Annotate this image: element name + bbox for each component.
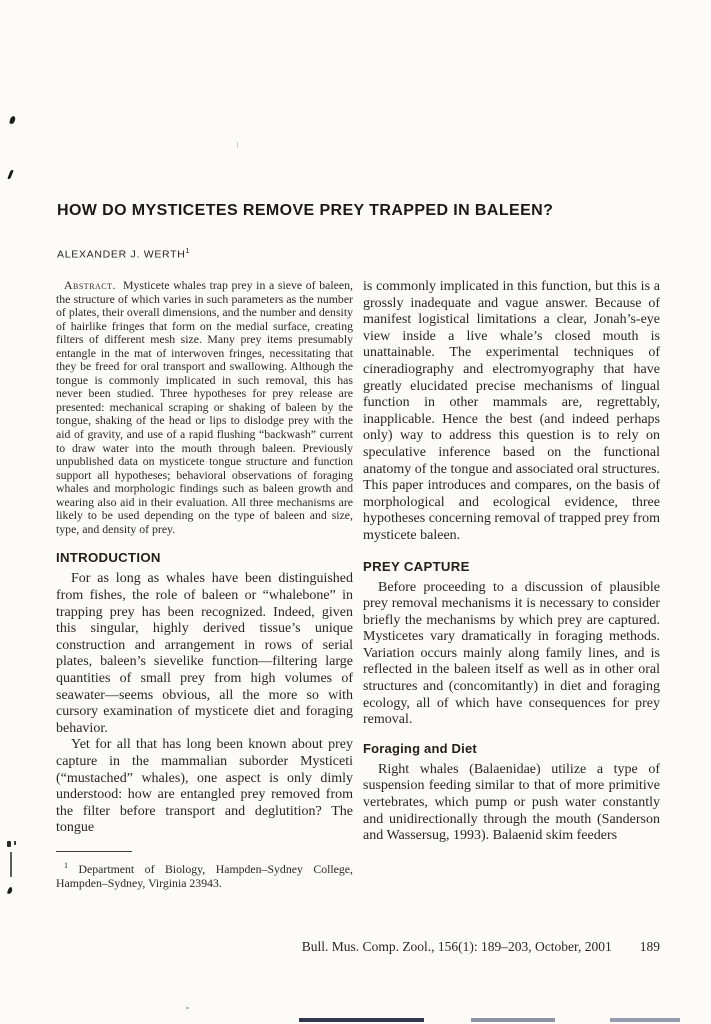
author-affiliation-mark: 1 bbox=[185, 248, 191, 255]
right-column bbox=[363, 279, 660, 890]
page-footer bbox=[56, 939, 660, 955]
journal-citation: Bull. Mus. Comp. Zool., 156(1): 189–203, October, 2001 bbox=[301, 939, 612, 954]
author-name bbox=[57, 248, 190, 261]
scan-edge-bar bbox=[610, 1018, 680, 1022]
scan-artifact-mark bbox=[7, 170, 14, 179]
continuation-paragraph: is commonly implicated in this function, but this is a grossly inadequate and vague answer. Because of manifest logistical limitations a clear, Jonah’s-eye view inside a live whale’s closed mouth is unattainable. The experimental techniques of cineradiography and electromyography that have greatly elucidated precise mechanisms of lingual function in other mammals are, regrettably, inapplicable. Hence the best (and indeed perhaps only) way to address this question is to rely on speculative inference based on the functional anatomy of the tongue and associated oral structures. This paper introduces and compares, on the basis of morphological and ecological evidence, three hypotheses concerning removal of trapped prey from mysticete baleen. bbox=[363, 279, 661, 543]
scan-edge-bar bbox=[471, 1018, 555, 1022]
author-name-text: ALEXANDER J. WERTH bbox=[57, 248, 186, 261]
left-column bbox=[56, 279, 353, 890]
introduction-heading: INTRODUCTION bbox=[56, 550, 161, 566]
page-number: 189 bbox=[639, 939, 660, 954]
prey-capture-heading: PREY CAPTURE bbox=[363, 558, 470, 574]
footnote-mark: 1 bbox=[64, 860, 68, 870]
prey-capture-paragraph: Before proceeding to a discussion of plausible prey removal mechanisms it is necessary to consider briefly the mechanisms by which prey are captured. Mysticetes vary dramatically in foraging methods. Variation occurs mainly along family lines, and is reflected in the baleen itself as well as in other oral structures and (concomitantly) in diet and foraging ecology, all of which have consequences for prey removal. bbox=[363, 579, 660, 728]
scan-artifact-mark bbox=[14, 841, 16, 845]
abstract-text: Mysticete whales trap prey in a sieve of baleen, the structure of which varies in such parameters as the number of plates, their overall dimensions, and the number and density of hairlike fringes that form on the medial surface, creating filters of different mesh size. Many prey items presumably entangle in the mat of interwoven fringes, necessitating that they be freed for oral transport and swallowing. Although the tongue is commonly implicated in such removal, this has never been studied. Three hypotheses for prey release are presented: mechanical scraping or shaking of baleen by the tongue, shaking of the head or lips to dislodge prey with the aid of gravity, and use of a rapid flushing “backwash” current to draw water into the mouth through baleen. Previously unpublished data on mysticete tongue structure and function support all hypotheses; behavioral observations of foraging whales and morphologic findings such as baleen growth and wearing also aid in their evaluation. All three mechanisms are likely to be used depending on the type of baleen and size, type, and density of prey. bbox=[56, 278, 353, 536]
scan-artifact-mark bbox=[7, 841, 11, 847]
footnote bbox=[56, 859, 353, 891]
page-title: HOW DO MYSTICETES REMOVE PREY TRAPPED IN BALEEN? bbox=[57, 202, 554, 219]
footnote-divider bbox=[56, 851, 132, 852]
introduction-paragraph-1: For as long as whales have been distinguished from fishes, the role of baleen or “whalebone” in trapping prey has been recognized. Indeed, given this singular, highly derived tissue’s unique construction and arrangement in rows of serial plates, baleen’s sievelike function—filtering large quantities of small prey from high volumes of seawater—seems obvious, all the more so with cursory examination of mysticete diet and foraging behavior. bbox=[56, 571, 353, 736]
scan-artifact-mark bbox=[9, 116, 16, 125]
scan-artifact-mark bbox=[7, 887, 13, 895]
introduction-paragraph-2: Yet for all that has long been known about prey capture in the mammalian suborder Mysticeti (“mustached” whales), one aspect is only dimly understood: how are entangled prey removed from the filter before transport and deglutition? The tongue bbox=[56, 737, 353, 836]
foraging-and-diet-heading: Foraging and Diet bbox=[363, 740, 477, 756]
scan-artifact-line bbox=[10, 852, 12, 877]
article-body bbox=[56, 279, 660, 890]
scan-artifact-speck bbox=[237, 142, 238, 148]
abstract-label: Abstract. bbox=[64, 278, 116, 292]
footnote-text: Department of Biology, Hampden–Sydney College, Hampden–Sydney, Virginia 23943. bbox=[56, 861, 353, 890]
scan-artifact-speck bbox=[186, 1007, 189, 1009]
foraging-and-diet-paragraph: Right whales (Balaenidae) utilize a type of suspension feeding similar to that of more primitive vertebrates, which pump or push water constantly and unidirectionally through the mouth (Sanderson and Wassersug, 1993). Balaenid skim feeders bbox=[363, 761, 660, 844]
abstract-paragraph bbox=[56, 279, 353, 536]
scan-edge-bar bbox=[299, 1018, 424, 1022]
